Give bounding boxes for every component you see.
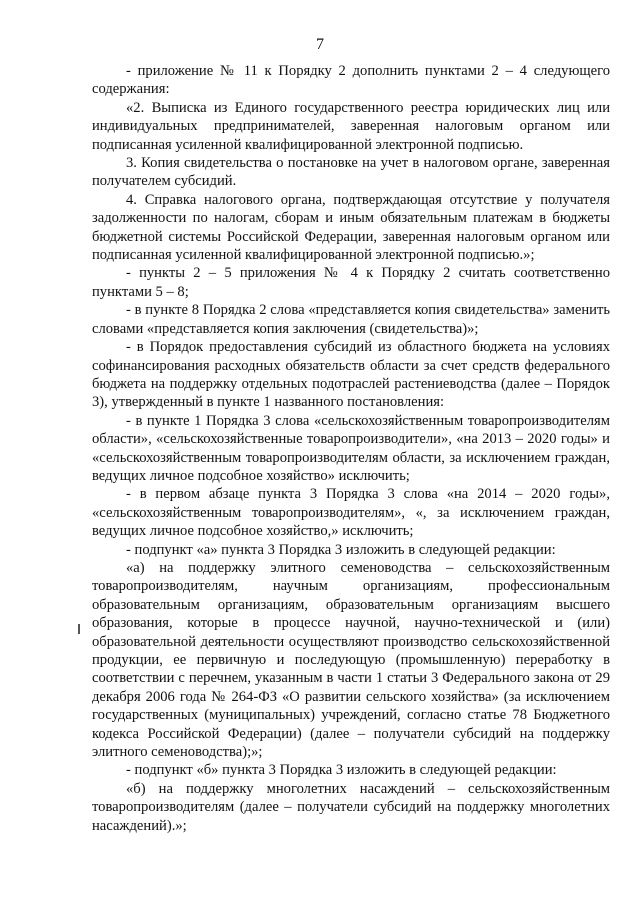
paragraph: - подпункт «а» пункта 3 Порядка 3 изложить в следующей редакции: bbox=[126, 541, 556, 558]
paragraph: «а) на поддержку элитного семеноводства – сельскохозяйственным товаропроизводителям, научным организациям, профессиональным образовательным организациям, образовательным организациям высшего образования, которые в процессе научной, научно-технической и (или) образовательной деятельности осуществляют производство сельскохозяйственной продукции, ее первичную и последующую (промышленную) переработку в соответствии с перечнем, указанным в части 1 статьи 3 Федерального закона от 29 декабря 2006 года № 264-ФЗ «О развитии сельского хозяйства» (за исключением государственных (муниципальных) учреждений, согласно статье 78 Бюджетного кодекса Российской Федерации) (далее – получатели субсидий на поддержку элитного семеноводства);»; bbox=[92, 559, 610, 761]
paragraph: - в пункте 8 Порядка 2 слова «представляется копия свидетельства» заменить словами «представляется копия заключения (свидетельства)»; bbox=[92, 302, 610, 337]
scan-mark bbox=[78, 624, 80, 634]
paragraph: 3. Копия свидетельства о постановке на учет в налоговом органе, заверенная получателем субсидий. bbox=[92, 155, 610, 190]
paragraph: - в первом абзаце пункта 3 Порядка 3 слова «на 2014 – 2020 годы», «сельскохозяйственным товаропроизводителям», «, за исключением граждан, ведущих личное подсобное хозяйство,» исключить; bbox=[92, 486, 610, 540]
paragraph: «б) на поддержку многолетних насаждений – сельскохозяйственным товаропроизводителям (далее – получатели субсидий на поддержку многолетних насаждений).»; bbox=[92, 780, 610, 834]
paragraph: - в Порядок предоставления субсидий из областного бюджета на условиях софинансирования расходных обязательств области за счет средств федерального бюджета на поддержку отдельных подотраслей растениеводства (далее – Порядок 3), утвержденный в пункте 1 названного постановления: bbox=[92, 339, 610, 411]
page-number: 7 bbox=[316, 36, 324, 53]
document-body bbox=[92, 62, 610, 835]
paragraph: «2. Выписка из Единого государственного реестра юридических лиц или индивидуальных предпринимателей, заверенная налоговым органом или подписанная усиленной квалифицированной электронной подписью. bbox=[92, 99, 610, 153]
paragraph: - в пункте 1 Порядка 3 слова «сельскохозяйственным товаропроизводителям области», «сельскохозяйственные товаропроизводители», «на 2013 – 2020 годы» и «сельскохозяйственным товаропроизводителям области, за исключением граждан, ведущих личное подсобное хозяйство» исключить; bbox=[92, 412, 610, 484]
paragraph: - пункты 2 – 5 приложения № 4 к Порядку 2 считать соответственно пунктами 5 – 8; bbox=[92, 265, 610, 300]
paragraph: - приложение № 11 к Порядку 2 дополнить пунктами 2 – 4 следующего содержания: bbox=[92, 63, 610, 98]
paragraph: - подпункт «б» пункта 3 Порядка 3 изложить в следующей редакции: bbox=[126, 762, 557, 779]
paragraph: 4. Справка налогового органа, подтверждающая отсутствие у получателя задолженности по налогам, сборам и иным обязательным платежам в бюджеты бюджетной системы Российской Федерации, заверенная налоговым органом или подписанная усиленной квалифицированной электронной подписью.»; bbox=[92, 191, 610, 264]
